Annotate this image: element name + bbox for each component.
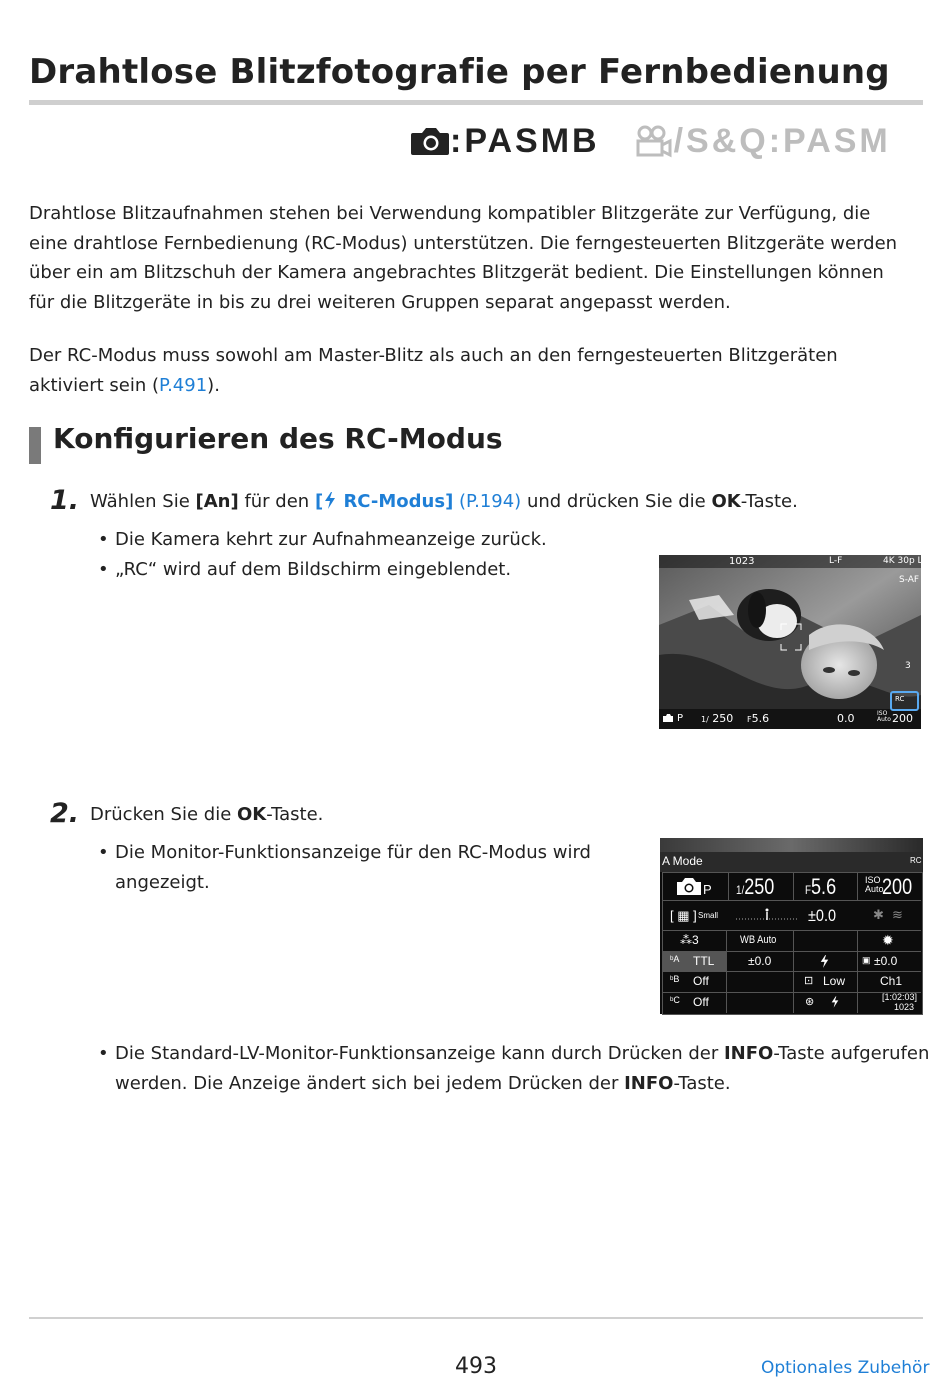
scp-wb: WB Auto [740, 934, 777, 946]
page-title: Drahtlose Blitzfotografie per Fernbedienung [29, 52, 890, 92]
intro-paragraph-2 [29, 341, 909, 400]
gear-icon: ✹ [882, 932, 894, 948]
movie-camera-icon [634, 124, 674, 158]
step-1-number: 1. [50, 485, 80, 516]
lv-shot-count: 1023 [729, 556, 755, 567]
scp-flash-small-icon [831, 996, 839, 1008]
video-modes-label: /S&Q:PASM [673, 121, 891, 160]
scp-top-strip [660, 838, 923, 852]
live-view-screenshot [659, 555, 932, 729]
step-2-text: Drücken Sie die OK-Taste. [90, 804, 324, 825]
lv-video-quality: 4K 30p L-8 [883, 556, 932, 566]
footer-section-link[interactable]: Optionales Zubehör [761, 1358, 930, 1378]
lv-iso-label: ISO Auto [877, 710, 891, 723]
footer-divider [29, 1317, 923, 1319]
scp-flash-comp-icon: ▣ [862, 955, 871, 965]
scp-channel: Ch1 [880, 974, 903, 988]
scp-shutter: 1/250 [736, 874, 775, 899]
scp-remaining: 1023 [894, 1002, 915, 1012]
lv-aperture: F5.6 [747, 712, 770, 725]
intro-p2-end: ). [207, 374, 220, 396]
rc-control-panel-screenshot [660, 838, 923, 1014]
page-link-491[interactable]: P.491 [159, 374, 208, 396]
intro-p2-text: Der RC-Modus muss sowohl am Master-Blitz als auch an den ferngesteuerten Blitzgeräten aktiviert sein ( [29, 345, 838, 396]
scp-aperture: F5.6 [805, 874, 837, 899]
scp-time: [1:02:03] [882, 992, 918, 1002]
photo-modes-label: :PASMB [450, 121, 600, 160]
scp-power-icon: ⊡ [804, 975, 814, 987]
title-divider [29, 100, 923, 105]
scp-af-area-icon: [ ▦ ] [670, 908, 697, 923]
wifi-icon: ≋ [892, 907, 903, 922]
lv-camera-icon [662, 713, 674, 723]
lv-quality: L-F [829, 556, 843, 566]
lv-iso: 200 [892, 712, 913, 725]
scp-af-area: Small [698, 911, 719, 920]
scp-iso: 200 [882, 874, 913, 899]
live-view-photo [659, 555, 921, 729]
mode-indicators [410, 118, 891, 164]
scp-group-c-mode[interactable]: Off [693, 995, 709, 1009]
scp-group-count: ⁂3 [680, 933, 699, 947]
scp-group-a-value: ±0.0 [748, 954, 772, 968]
step-2-number: 2. [50, 798, 80, 829]
scp-mode: P [703, 882, 712, 897]
lv-mode: P [677, 713, 684, 724]
lv-rc-indicator: RC [895, 695, 905, 703]
scp-group-c-icon: ᵇC [670, 995, 680, 1005]
photo-modes [410, 122, 600, 161]
scp-stabilizer-icon: ⊛ [805, 996, 815, 1008]
lv-exposure: 0.0 [837, 712, 855, 725]
lv-group-count: 3 [905, 661, 911, 671]
lv-af-mode: S-AF [899, 575, 920, 585]
scp-power: Low [823, 974, 846, 988]
scp-group-b-icon: ᵇB [670, 974, 680, 984]
intro-paragraph-1: Drahtlose Blitzaufnahmen stehen bei Verwendung kompatibler Blitzgeräte zur Verfügung, die eine drahtlose Fernbedienung (RC-Modus) unterstützen. Die ferngesteuerten Blitzgeräte werden über ein am Blitzschuh der Kamera angebrachtes Blitzgerät bedient. Die Einstellungen können für die Blitzgeräte in bis zu drei weiteren Gruppen separat angepasst werden. [29, 203, 898, 313]
scp-group-b-mode[interactable]: Off [693, 974, 709, 988]
flash-icon [324, 492, 336, 509]
scp-flash-icon [820, 955, 829, 968]
scp-exposure: ±0.0 [808, 906, 837, 925]
scp-group-a-icon: ᵇA [670, 954, 680, 964]
step-1-text: Wählen Sie [An] für den [ RC-Modus] (P.194) und drücken Sie die OK-Taste. [90, 491, 798, 512]
section-heading: Konfigurieren des RC-Modus [53, 422, 503, 455]
video-modes [634, 122, 891, 161]
page-number: 493 [455, 1354, 497, 1379]
scp-camera-icon [676, 877, 702, 896]
section-marker [29, 427, 41, 464]
scp-rc-indicator: RC [910, 856, 922, 865]
page-link-194[interactable]: (P.194) [453, 491, 522, 512]
scp-exposure-scale [736, 908, 798, 922]
camera-icon [410, 125, 450, 157]
scp-group-a-mode[interactable]: TTL [693, 954, 715, 968]
scp-iso-label: ISO Auto [865, 875, 884, 894]
scp-mode-label: A Mode [662, 854, 703, 868]
scp-flash-comp: ±0.0 [874, 954, 898, 968]
lv-shutter: 1/ 250 [701, 712, 734, 725]
bluetooth-icon: ✱ [873, 907, 884, 922]
